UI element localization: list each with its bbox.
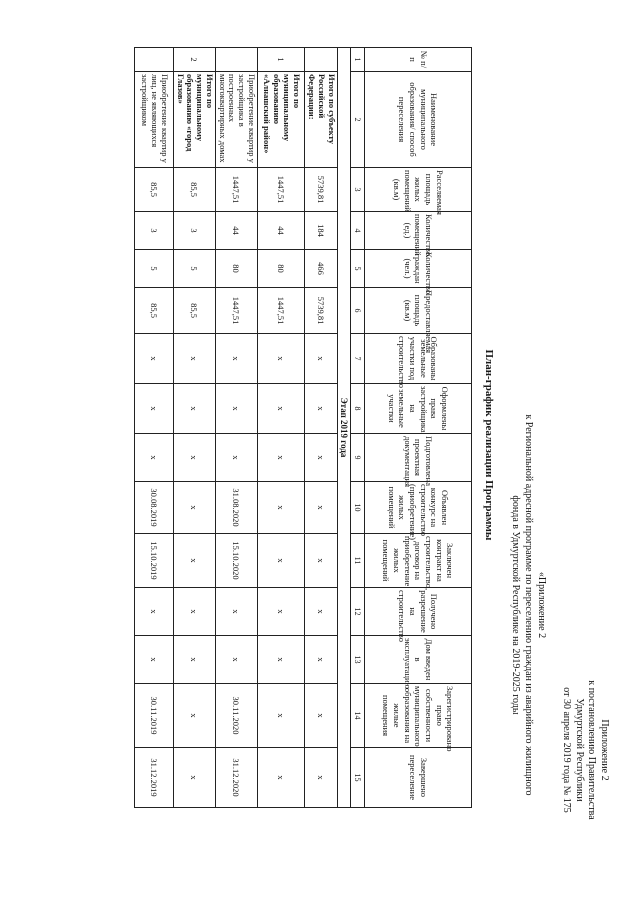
appendix-header xyxy=(560,655,610,845)
col-header: Дом введен в эксплуатацию xyxy=(365,636,472,684)
col-number: 8 xyxy=(351,384,365,434)
col-number: 7 xyxy=(351,334,365,384)
table-cell: х xyxy=(305,684,338,748)
page-title: План-график реализации Программы xyxy=(483,349,495,541)
table-cell xyxy=(305,48,338,72)
table-cell: 30.11.2020 xyxy=(215,684,257,748)
table-cell: 44 xyxy=(258,212,305,250)
table-cell: х xyxy=(258,534,305,588)
table-cell: х xyxy=(134,588,173,636)
table-cell: 15.10.2019 xyxy=(134,534,173,588)
program-note xyxy=(509,365,548,845)
table-cell: х xyxy=(305,334,338,384)
col-header: Расселяемая площадь жилых помещений (кв.м) xyxy=(365,168,472,212)
col-header: Завершено переселение xyxy=(365,748,472,808)
col-header: Оформлены права застройщика на земельные участки xyxy=(365,384,472,434)
stage-label: Этап 2019 года xyxy=(338,48,351,808)
col-number: 10 xyxy=(351,482,365,534)
note-line: фонда в Удмуртской Республике на 2019-2025 годы xyxy=(510,495,521,715)
appendix-line: Удмуртской Республики xyxy=(574,698,585,802)
table-cell: Итого по муниципальному образованию «Алнашский район» xyxy=(258,72,305,168)
col-header: Наименование муниципального образования/ способ переселения xyxy=(365,72,472,168)
table-cell: 31.12.2020 xyxy=(215,748,257,808)
table-cell: х xyxy=(305,434,338,482)
table-cell: 30.11.2019 xyxy=(134,684,173,748)
note-line: к Региональной адресной программе по переселению граждан из аварийного жилищного xyxy=(523,414,534,796)
table-cell: 80 xyxy=(258,250,305,288)
col-number: 11 xyxy=(351,534,365,588)
table-cell: х xyxy=(173,384,215,434)
table-cell: Приобретение квартир у лиц, не являющихся застройщиком xyxy=(134,72,173,168)
col-number: 15 xyxy=(351,748,365,808)
table-cell: х xyxy=(305,588,338,636)
table-cell: 31.08.2020 xyxy=(215,482,257,534)
table-cell: Приобретение квартир у застройщика в построенных многоквартирных домах xyxy=(215,72,257,168)
table-cell: 31.12.2019 xyxy=(134,748,173,808)
table-cell: х xyxy=(305,534,338,588)
table-cell: 1447,51 xyxy=(258,168,305,212)
table-cell: х xyxy=(134,636,173,684)
col-header: Заключен контракт на строительство, договор на приобретение жилых помещений xyxy=(365,534,472,588)
table-cell: 15.10.2020 xyxy=(215,534,257,588)
table-cell: х xyxy=(173,636,215,684)
table-cell: х xyxy=(258,482,305,534)
col-number: 2 xyxy=(351,72,365,168)
table-cell: Итого по муниципальному образованию «город Глазов» xyxy=(173,72,215,168)
table-cell: х xyxy=(258,588,305,636)
table-cell: 3 xyxy=(134,212,173,250)
col-header: Подготовлена проектная документация xyxy=(365,434,472,482)
table-cell: х xyxy=(258,384,305,434)
table-row xyxy=(305,48,338,808)
table-cell: 466 xyxy=(305,250,338,288)
table-cell: х xyxy=(258,684,305,748)
table-cell: х xyxy=(258,748,305,808)
table-cell: 2 xyxy=(173,48,215,72)
table-cell: 85,5 xyxy=(134,168,173,212)
table-cell xyxy=(134,48,173,72)
appendix-line: Приложение 2 xyxy=(599,719,610,781)
col-header: Предоставляемая площадь (кв.м) xyxy=(365,288,472,334)
table-cell: 184 xyxy=(305,212,338,250)
table-cell: х xyxy=(173,684,215,748)
table-cell: х xyxy=(173,334,215,384)
col-header: Получено разрешение на строительство xyxy=(365,588,472,636)
table-cell: х xyxy=(258,636,305,684)
col-header: Количество граждан (чел.) xyxy=(365,250,472,288)
table-cell: 44 xyxy=(215,212,257,250)
col-header: Зарегистрировано право собственности муниципального образования на жилые помещения xyxy=(365,684,472,748)
col-header: Количество помещений (ед.) xyxy=(365,212,472,250)
table-cell: Итого по субъекту Российской Федерации: xyxy=(305,72,338,168)
table-cell: х xyxy=(173,588,215,636)
col-number: 1 xyxy=(351,48,365,72)
table-row xyxy=(215,48,257,808)
table-cell: 1 xyxy=(258,48,305,72)
col-header: Объявлен конкурс на строительство (приобретение) жилых помещений xyxy=(365,482,472,534)
table-cell: х xyxy=(134,384,173,434)
table-row xyxy=(173,48,215,808)
table-cell: 1447,51 xyxy=(215,168,257,212)
col-number: 14 xyxy=(351,684,365,748)
stage-row xyxy=(338,48,351,808)
table-cell: х xyxy=(215,636,257,684)
header-row xyxy=(365,48,472,808)
table-cell: 85,5 xyxy=(134,288,173,334)
table-cell: х xyxy=(215,588,257,636)
table-cell: х xyxy=(173,434,215,482)
schedule-table xyxy=(134,47,472,808)
col-number: 12 xyxy=(351,588,365,636)
table-row xyxy=(258,48,305,808)
column-number-row xyxy=(351,48,365,808)
table-cell: х xyxy=(215,334,257,384)
table-cell: 85,5 xyxy=(173,168,215,212)
col-number: 5 xyxy=(351,250,365,288)
table-cell: 5739,81 xyxy=(305,288,338,334)
table-cell: х xyxy=(305,636,338,684)
col-number: 13 xyxy=(351,636,365,684)
rotated-page xyxy=(30,45,610,845)
appendix-line: от 30 апреля 2019 года № 175 xyxy=(561,687,573,813)
table-cell: х xyxy=(215,384,257,434)
table-cell: 85,5 xyxy=(173,288,215,334)
table-cell: 5739,81 xyxy=(305,168,338,212)
col-number: 6 xyxy=(351,288,365,334)
table-row xyxy=(134,48,173,808)
table-cell: х xyxy=(173,748,215,808)
col-number: 4 xyxy=(351,212,365,250)
table-cell: х xyxy=(305,748,338,808)
table-cell: 3 xyxy=(173,212,215,250)
table-cell: х xyxy=(173,534,215,588)
appendix-line: к постановлению Правительства xyxy=(586,680,598,820)
table-cell: х xyxy=(258,334,305,384)
col-header: № п/п xyxy=(365,48,472,72)
table-cell: х xyxy=(173,482,215,534)
col-number: 9 xyxy=(351,434,365,482)
table-cell: х xyxy=(215,434,257,482)
table-cell xyxy=(215,48,257,72)
table-cell: х xyxy=(305,384,338,434)
table-cell: х xyxy=(134,334,173,384)
table-cell: х xyxy=(258,434,305,482)
table-cell: 1447,51 xyxy=(215,288,257,334)
table-cell: 1447,51 xyxy=(258,288,305,334)
table-cell: х xyxy=(134,434,173,482)
table-cell: 30.08.2019 xyxy=(134,482,173,534)
table-cell: 80 xyxy=(215,250,257,288)
col-header: Образованы земельные участки под строительство xyxy=(365,334,472,384)
table-cell: 5 xyxy=(134,250,173,288)
note-line: «Приложение 2 xyxy=(536,571,547,639)
col-number: 3 xyxy=(351,168,365,212)
table-cell: х xyxy=(305,482,338,534)
table-cell: 5 xyxy=(173,250,215,288)
